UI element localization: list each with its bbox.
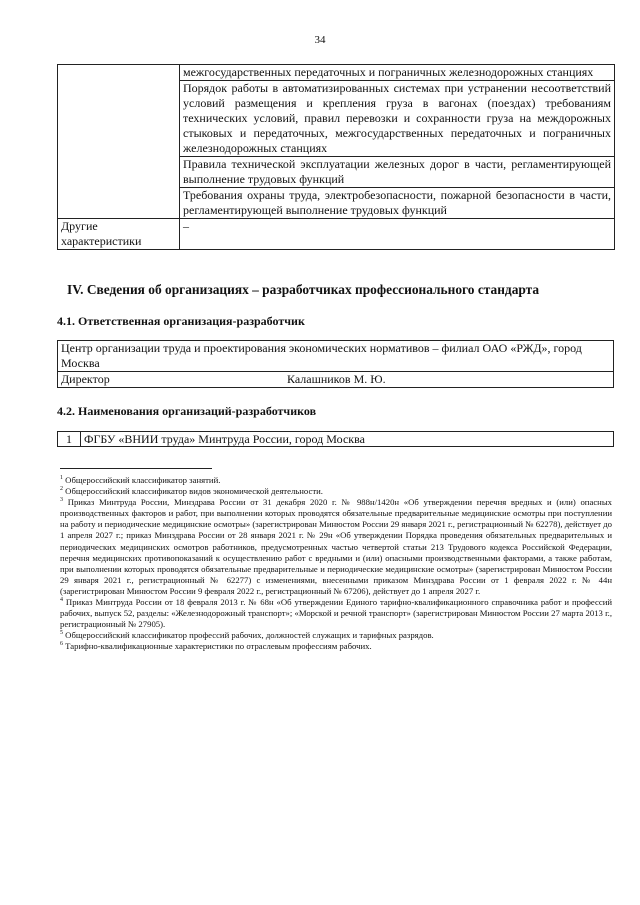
- footnote-marker: 1: [60, 475, 63, 482]
- table-cell-text: Требования охраны труда, электробезопасности, пожарной безопасности в части, регламентирующей выполнение трудовых функций: [180, 188, 615, 219]
- footnote-marker: 3: [60, 497, 63, 504]
- table-cell-text: Порядок работы в автоматизированных системах при устранении несоответствий условий размещения и крепления груза в вагонах (поездах) требованиям технических условий, правил перевозки и сохранности груза на междорожных стыковых и передаточных, межгосударственных передаточных и пограничных железнодорожных станциях: [180, 81, 615, 157]
- footnote: [60, 497, 612, 597]
- footnote-text: Общероссийский классификатор видов экономической деятельности.: [65, 486, 323, 497]
- section-title: IV. Сведения об организациях – разработчиках профессионального стандарта: [67, 282, 540, 297]
- footnote-marker: 5: [60, 630, 63, 637]
- table-row: [58, 341, 614, 372]
- table-row: [58, 65, 615, 81]
- table-row: [58, 219, 615, 250]
- org-name-cell: Центр организации труда и проектирования экономических нормативов – филиал ОАО «РЖД», город Москва: [58, 341, 614, 372]
- subsection-title-responsible: 4.1. Ответственная организация-разработчик: [57, 314, 305, 328]
- footnote: [60, 630, 612, 641]
- footnote-text: Тарифно-квалификационные характеристики по отраслевым профессиям рабочих.: [65, 641, 372, 652]
- table-cell-text: межгосударственных передаточных и пограничных железнодорожных станциях: [180, 65, 615, 81]
- labor-functions-table: [57, 64, 615, 250]
- footnote-marker: 2: [60, 486, 63, 493]
- person-cell: Калашников М. Ю.: [284, 372, 614, 388]
- footnote-text: Общероссийский классификатор занятий.: [65, 475, 221, 485]
- footnote: [60, 597, 612, 630]
- footnote-marker: 6: [60, 641, 63, 648]
- developers-table: [57, 431, 614, 447]
- footnote-text: Приказ Минтруда России от 18 февраля 2013 г. № 68н «Об утверждении Единого тарифно-квалификационного справочника работ и профессий рабочих, выпуск 52, разделы: «Железнодорожный транспорт»; «Морской и речной транспорт» (зарегистрирован Минюстом России 27 марта 2013 г., регистрационный № 27905).: [60, 597, 613, 630]
- footnote-marker: 4: [60, 597, 63, 604]
- footnote-text: Общероссийский классификатор профессий рабочих, должностей служащих и тарифных разрядов.: [65, 630, 434, 641]
- responsible-org-table: [57, 340, 614, 388]
- table-row: [58, 432, 614, 447]
- table-cell-label: [58, 65, 180, 219]
- footnote: [60, 641, 612, 652]
- footnotes: [60, 475, 612, 653]
- row-number: 1: [58, 432, 81, 447]
- footnote: [60, 486, 612, 497]
- footnote: [60, 475, 612, 486]
- table-cell-text: Правила технической эксплуатации железных дорог в части, регламентирующей выполнение трудовых функций: [180, 157, 615, 188]
- table-row: [58, 372, 614, 388]
- table-cell-text: –: [180, 219, 615, 250]
- table-cell-label: Другие характеристики: [58, 219, 180, 250]
- developer-name: ФГБУ «ВНИИ труда» Минтруда России, город Москва: [81, 432, 614, 447]
- page-number: 34: [314, 34, 326, 46]
- subsection-title-developers: 4.2. Наименования организаций-разработчиков: [57, 404, 317, 418]
- footnote-separator: [60, 468, 212, 469]
- footnote-text: Приказ Минтруда России, Минздрава России от 31 декабря 2020 г. № 988н/1420н «Об утверждении перечня вредных и (или) опасных производственных факторов и работ, при выполнении которых проводятся обязательные предварительные медицинские осмотры при поступлении на работу и периодические медицинские осмотры» (зарегистрирован Минюстом России 29 января 2021 г., регистрационный № 62278), действует до 1 апреля 2027 г.; приказ Минздрава России от 28 января 2021 г. № 29н «Об утверждении Порядка проведения обязательных предварительных и периодических медицинских осмотров работников, предусмотренных частью четвертой статьи 213 Трудового кодекса Российской Федерации, перечня медицинских противопоказаний к осуществлению работ с вредными и (или) опасными производственными факторами, а также работам, при выполнении которых проводятся обязательные предварительные и периодические медицинские осмотры» (зарегистрирован Минюстом России 29 января 2021 г., регистрационный № 62277) с изменениями, внесенными приказом Минздрава России от 1 февраля 2022 г. № 44н (зарегистрирован Минюстом России 9 февраля 2022 г., регистрационный № 67206), действует до 1 апреля 2027 г.: [60, 497, 613, 596]
- role-cell: Директор: [58, 372, 285, 388]
